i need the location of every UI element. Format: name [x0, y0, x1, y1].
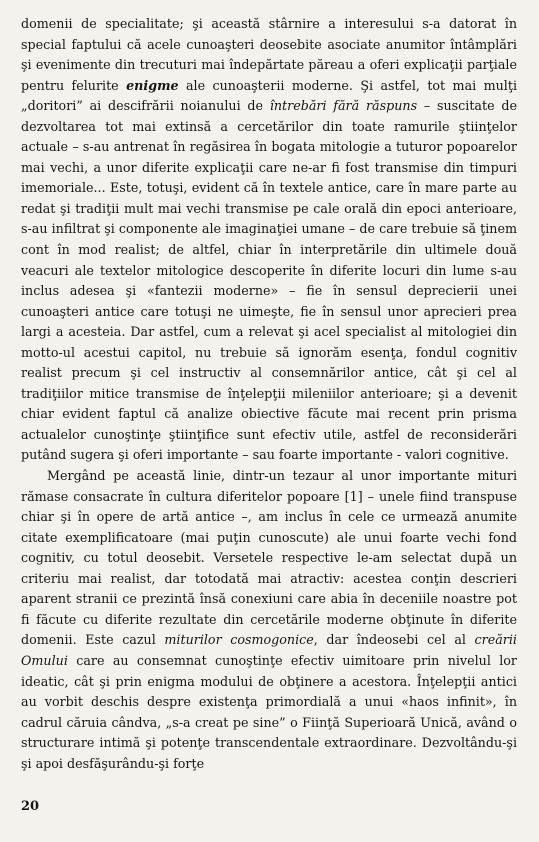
text-run: , dar îndeosebi cel al: [313, 632, 475, 648]
paragraph-1: [21, 14, 517, 466]
page-number: 20: [21, 799, 40, 814]
emphasis-crearea-omului: creării Omului: [21, 632, 517, 668]
text-run: care au consemnat cunoştinţe efectiv uimitoare prin nivelul lor ideatic, cât şi prin enigma modului de obţinere a acestora. Înţelepţii antici au vorbit deschis despre existenţa primordială a unui «haos infinit», în cadrul căruia cândva, „s-a creat pe sine” o Fiinţă Superioară Unică, având o structurare intimă şi potenţe transcendentale extraordinare. Dezvoltându-şi şi apoi desfăşurându-şi forţe: [21, 652, 517, 771]
emphasis-enigme: enigme: [126, 77, 179, 93]
emphasis-intrebari: întrebări fără răspuns: [269, 98, 418, 114]
text-run: Mergând pe această linie, dintr-un tezaur al unor importante mituri rămase consacrate în cultura diferitelor popoare [1] – unele fiind transpuse chiar şi în opere de artă antice –, am inclus în cele ce urmează anumite citate exemplificatoare (mai puţin cunoscute) ale unui foarte vechi fond cognitiv, cu totul deosebit. Versetele respective le-am selectat după un criteriu mai realist, dar totodată mai atractiv: acestea conţin descrieri aparent stranii ce prezintă însă conexiuni care abia în deceniile noastre pot fi făcute cu diferite rezultate din cercetările moderne obţinute în diferite domenii. Este cazul: [21, 468, 517, 648]
emphasis-mituri: miturilor cosmogonice: [164, 632, 314, 648]
paragraph-2: [21, 466, 517, 774]
text-run: ale cunoaşterii moderne. Şi astfel, tot mai mulţi „doritori” ai descifrării noianului de: [21, 77, 518, 114]
text-run: – suscitate de dezvoltarea tot mai extinsă a cercetărilor din toate ramurile ştiinţelor actuale – s-au antrenat în regăsirea în bogata mitologie a tuturor popoarelor mai vechi, a unor diferite explicaţii care ne-ar fi fost transmise din timpuri imemoriale... Este, totuşi, evident că în textele antice, care în mare parte au redat şi tradiţii mult mai vechi transmise pe cale orală din epoci anterioare, s-au infiltrat şi componente ale imaginaţiei umane – de care trebuie să ţinem cont în mod realist; de altfel, chiar în interpretările din ultimele două veacuri ale textelor mitologice descoperite în diferite locuri din lume s-au inclus adesea şi «fantezii moderne» – fie în sensul deprecierii unei cunoaşteri antice care totuşi ne uimeşte, fie în sensul unor aprecieri prea largi a acesteia. Dar astfel, cum a relevat şi acel specialist al mitologiei din motto-ul acestui capitol, nu trebuie să ignorăm esenţa, fondul cognitiv realist precum şi cel instructiv al consemnărilor antice, cât şi cel al tradiţiilor mitice transmise de înţelepţii mileniilor anterioare; şi a devenit chiar evident faptul că analize obiective făcute mai recent prin prisma actualelor cunoştinţe ştiinţifice sunt efectiv utile, astfel de reconsiderări putând sugera şi oferi importante – sau foarte importante - valori cognitive.: [21, 98, 518, 463]
body-text: [21, 14, 517, 774]
text-run: domenii de specialitate; şi această stârnire a interesului s-a datorat în special faptului că acele cunoaşteri deosebite asociate anumitor întâmplări şi evenimente din trecuturi mai îndepărtate păreau a oferi explicaţii parţiale pentru felurite: [21, 16, 517, 93]
